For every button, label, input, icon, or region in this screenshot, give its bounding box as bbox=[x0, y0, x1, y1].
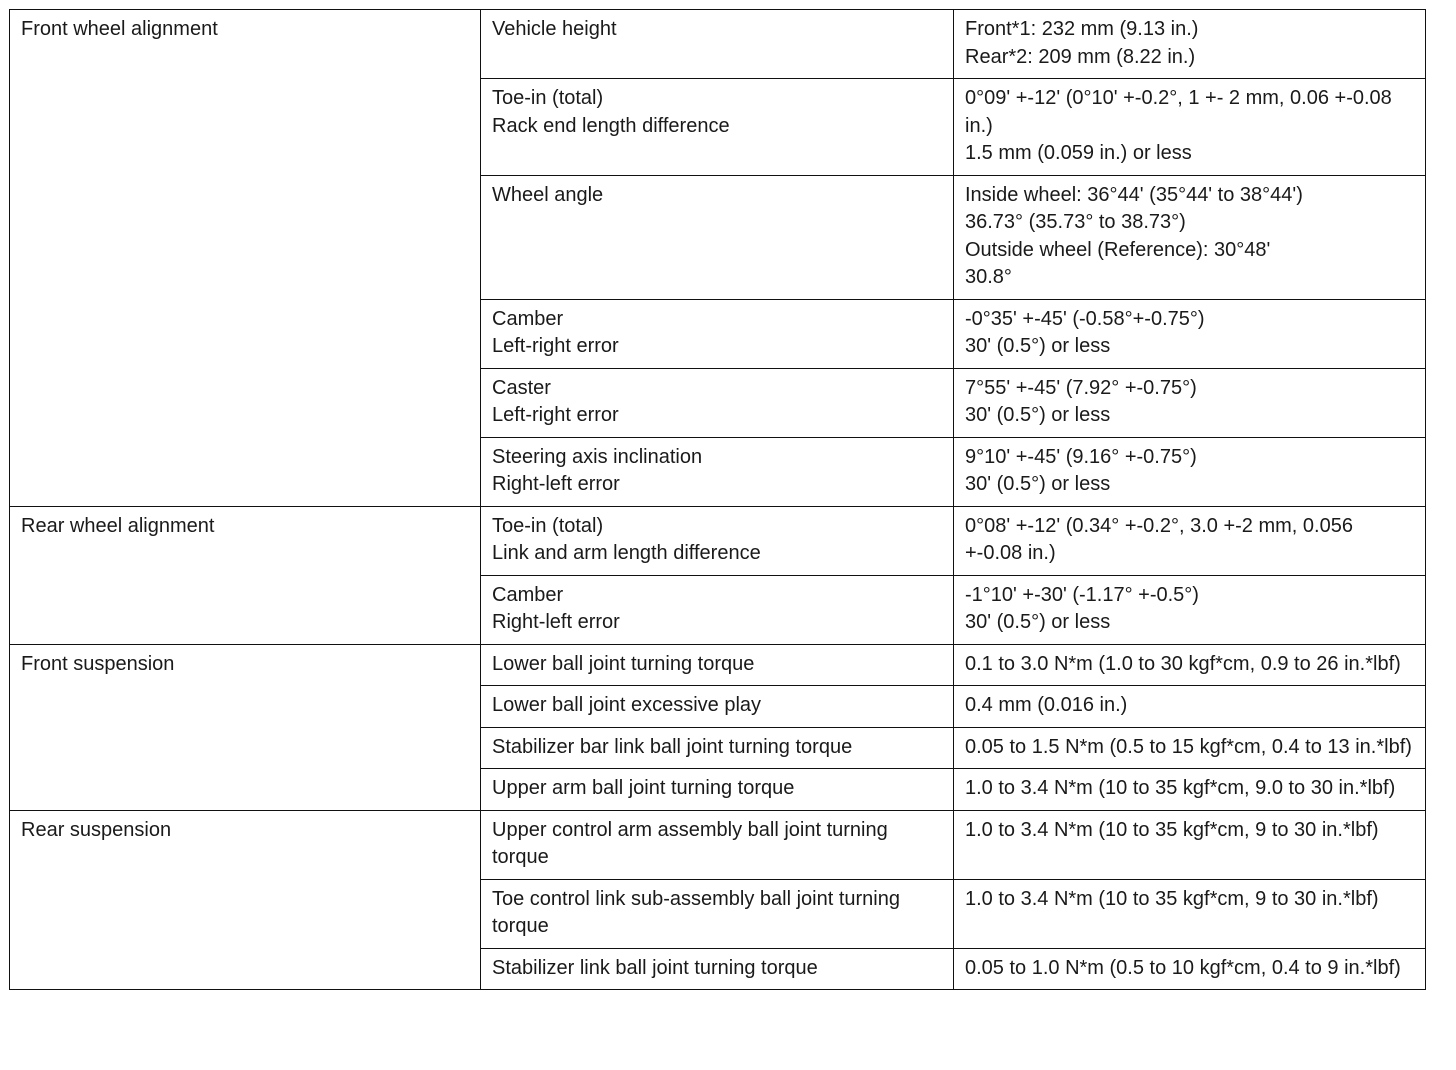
item-cell: Camber Right-left error bbox=[481, 575, 954, 644]
spec-cell: -1°10' +-30' (-1.17° +-0.5°) 30' (0.5°) or less bbox=[954, 575, 1426, 644]
spec-cell: 1.0 to 3.4 N*m (10 to 35 kgf*cm, 9 to 30 in.*lbf) bbox=[954, 879, 1426, 948]
item-cell: Caster Left-right error bbox=[481, 368, 954, 437]
section-title: Rear wheel alignment bbox=[10, 506, 481, 644]
item-cell: Wheel angle bbox=[481, 175, 954, 299]
spec-cell: 0.4 mm (0.016 in.) bbox=[954, 686, 1426, 728]
item-cell: Upper control arm assembly ball joint turning torque bbox=[481, 810, 954, 879]
item-cell: Toe-in (total) Link and arm length difference bbox=[481, 506, 954, 575]
spec-cell: 9°10' +-45' (9.16° +-0.75°) 30' (0.5°) or less bbox=[954, 437, 1426, 506]
item-cell: Upper arm ball joint turning torque bbox=[481, 769, 954, 811]
spec-cell: 0.05 to 1.0 N*m (0.5 to 10 kgf*cm, 0.4 to 9 in.*lbf) bbox=[954, 948, 1426, 990]
spec-cell: Inside wheel: 36°44' (35°44' to 38°44') 36.73° (35.73° to 38.73°) Outside wheel (Reference): 30°48' 30.8° bbox=[954, 175, 1426, 299]
spec-cell: Front*1: 232 mm (9.13 in.) Rear*2: 209 mm (8.22 in.) bbox=[954, 10, 1426, 79]
item-cell: Stabilizer bar link ball joint turning torque bbox=[481, 727, 954, 769]
spec-cell: 1.0 to 3.4 N*m (10 to 35 kgf*cm, 9 to 30 in.*lbf) bbox=[954, 810, 1426, 879]
table-row bbox=[10, 506, 1426, 575]
spec-cell: -0°35' +-45' (-0.58°+-0.75°) 30' (0.5°) or less bbox=[954, 299, 1426, 368]
table-row bbox=[10, 644, 1426, 686]
spec-cell: 7°55' +-45' (7.92° +-0.75°) 30' (0.5°) or less bbox=[954, 368, 1426, 437]
section-title: Front wheel alignment bbox=[10, 10, 481, 507]
item-cell: Camber Left-right error bbox=[481, 299, 954, 368]
item-cell: Lower ball joint turning torque bbox=[481, 644, 954, 686]
section-title: Front suspension bbox=[10, 644, 481, 810]
section-title: Rear suspension bbox=[10, 810, 481, 990]
item-cell: Toe-in (total) Rack end length difference bbox=[481, 79, 954, 176]
item-cell: Vehicle height bbox=[481, 10, 954, 79]
specification-table bbox=[9, 9, 1426, 990]
spec-cell: 1.0 to 3.4 N*m (10 to 35 kgf*cm, 9.0 to 30 in.*lbf) bbox=[954, 769, 1426, 811]
item-cell: Lower ball joint excessive play bbox=[481, 686, 954, 728]
spec-cell: 0.05 to 1.5 N*m (0.5 to 15 kgf*cm, 0.4 to 13 in.*lbf) bbox=[954, 727, 1426, 769]
item-cell: Steering axis inclination Right-left error bbox=[481, 437, 954, 506]
spec-cell: 0°09' +-12' (0°10' +-0.2°, 1 +- 2 mm, 0.06 +-0.08 in.) 1.5 mm (0.059 in.) or less bbox=[954, 79, 1426, 176]
table-row bbox=[10, 10, 1426, 79]
item-cell: Stabilizer link ball joint turning torque bbox=[481, 948, 954, 990]
spec-cell: 0°08' +-12' (0.34° +-0.2°, 3.0 +-2 mm, 0.056 +-0.08 in.) bbox=[954, 506, 1426, 575]
item-cell: Toe control link sub-assembly ball joint turning torque bbox=[481, 879, 954, 948]
spec-cell: 0.1 to 3.0 N*m (1.0 to 30 kgf*cm, 0.9 to 26 in.*lbf) bbox=[954, 644, 1426, 686]
table-row bbox=[10, 810, 1426, 879]
